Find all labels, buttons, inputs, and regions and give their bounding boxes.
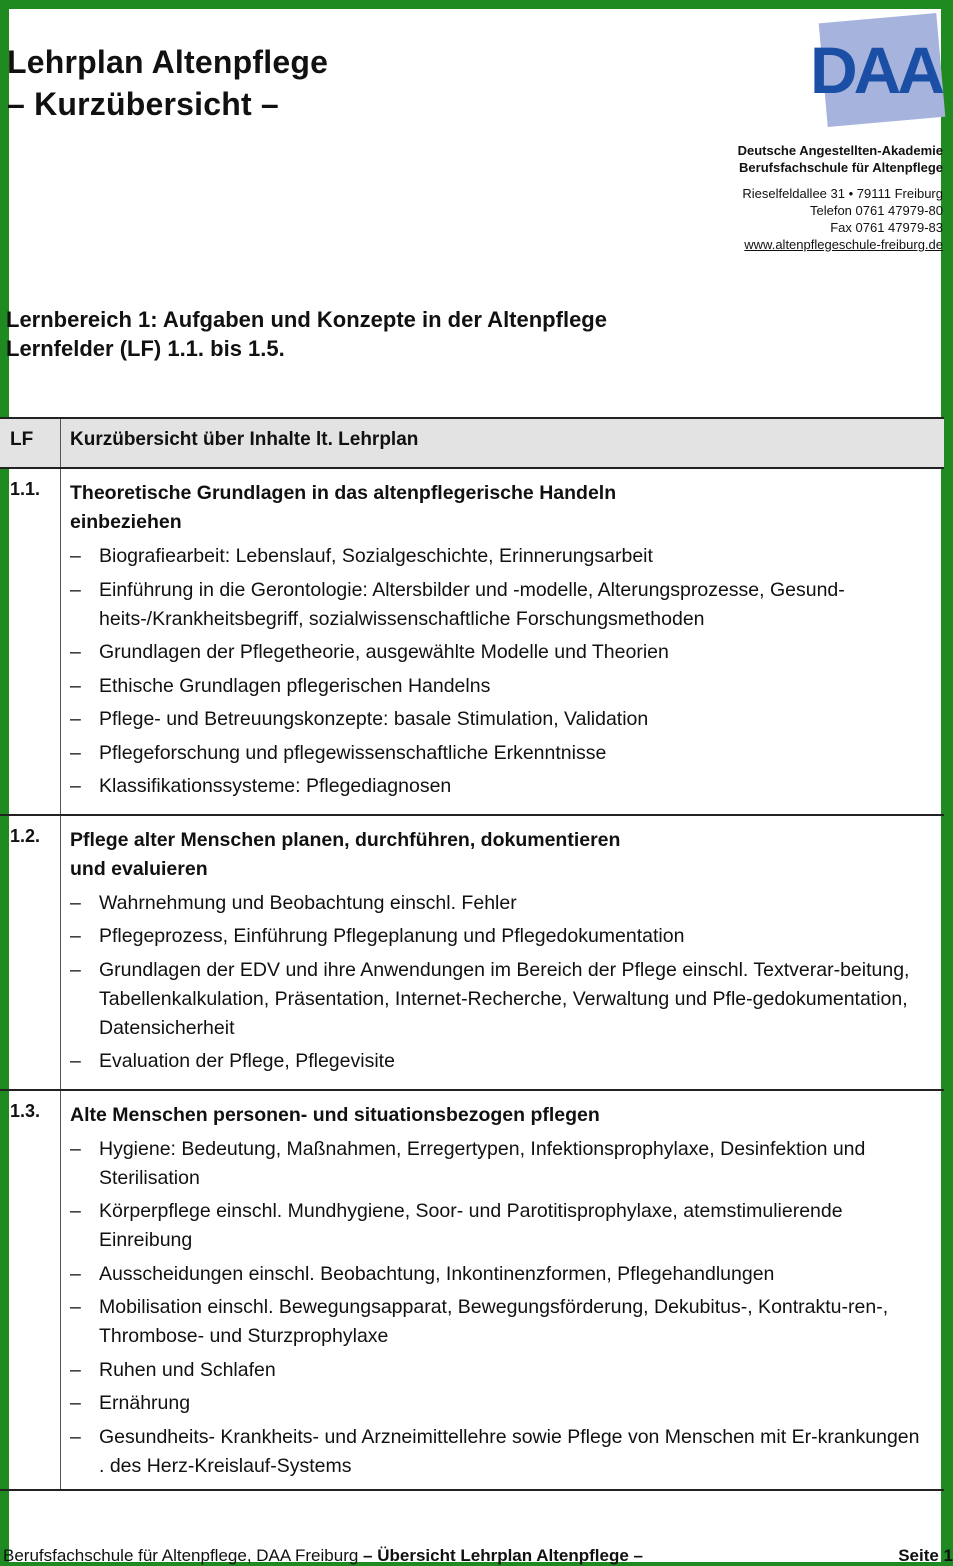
document-page xyxy=(3,9,953,1565)
section-subtitle: Lernfelder (LF) 1.1. bis 1.5. xyxy=(6,336,285,361)
sub-item: . des Herz-Kreislauf-Systems xyxy=(99,1455,352,1477)
item-text: Pflegeprozess, Einführung Pflegeplanung und Pflegedokumentation xyxy=(99,925,685,947)
list-item: – Einführung in die Gerontologie: Altersbilder und -modelle, Alterungsprozesse, Gesund-heits-/Krankheitsbegriff, sozialwissenschaftliche Forschungsmethoden xyxy=(70,578,845,630)
row-title-line: Pflege alter Menschen planen, durchführen, dokumentieren xyxy=(70,828,621,851)
section-title: Lernbereich 1: Aufgaben und Konzepte in der Altenpflege xyxy=(6,307,607,332)
org-name: Deutsche Angestellten-Akademie xyxy=(737,143,943,158)
row-content xyxy=(61,468,945,815)
row-title xyxy=(70,826,934,884)
list-item: – Hygiene: Bedeutung, Maßnahmen, Erregertypen, Infektionsprophylaxe, Desinfektion und Sterilisation xyxy=(70,1137,866,1189)
row-title-line: Alte Menschen personen- und situationsbezogen pflegen xyxy=(70,1103,600,1126)
list-item: – Evaluation der Pflege, Pflegevisite xyxy=(70,1050,395,1072)
org-block xyxy=(738,142,943,253)
list-item: – Wahrnehmung und Beobachtung einschl. Fehler xyxy=(70,891,517,914)
list-item: – Körperpflege einschl. Mundhygiene, Soor- und Parotitisprophylaxe, atemstimulierende Einreibung xyxy=(70,1200,843,1251)
row-title-line: einbeziehen xyxy=(70,511,182,533)
item-text: Einführung in die Gerontologie: Altersbilder und -modelle, Alterungsprozesse, Gesund-heits-/Krankheitsbegriff, sozialwissenschaftliche Forschungsmethoden xyxy=(99,578,845,630)
item-list xyxy=(70,889,934,1077)
item-text: Ernährung xyxy=(99,1392,191,1414)
header-content: Kurzübersicht über Inhalte lt. Lehrplan xyxy=(61,418,945,468)
list-item: – Mobilisation einschl. Bewegungsapparat, Bewegungsförderung, Dekubitus-, Kontraktu-ren-, Thrombose- und Sturzprophylaxe xyxy=(70,1296,889,1347)
header-lf: LF xyxy=(0,418,61,468)
table-row xyxy=(0,815,944,1090)
list-item: – Pflegeforschung und pflegewissenschaftliche Erkenntnisse xyxy=(70,741,607,764)
org-website-link[interactable]: www.altenpflegeschule-freiburg.de xyxy=(744,237,943,252)
list-item: – Biografiearbeit: Lebenslauf, Sozialgeschichte, Erinnerungsarbeit xyxy=(70,545,653,567)
item-text: Klassifikationssysteme: Pflegediagnosen xyxy=(99,775,452,797)
table-header-row xyxy=(0,418,944,468)
item-text: Hygiene: Bedeutung, Maßnahmen, Erregertypen, Infektionsprophylaxe, Desinfektion und Sterilisation xyxy=(99,1137,866,1189)
item-text: Ethische Grundlagen pflegerischen Handelns xyxy=(99,674,491,697)
list-item: – Grundlagen der EDV und ihre Anwendungen im Bereich der Pflege einschl. Textverar-beitung, Tabellenkalkulation, Präsentation, Internet-Recherche, Verwaltung und Pfle-gedokumentation, Datensicherheit xyxy=(70,958,910,1039)
org-address: Rieselfeldallee 31 • 79111 Freiburg xyxy=(742,186,943,201)
org-fax: Fax 0761 47979-83 xyxy=(830,220,943,235)
curriculum-table xyxy=(0,417,944,1491)
item-list xyxy=(70,542,934,801)
footer-title: – Übersicht Lehrplan Altenpflege – xyxy=(363,1546,643,1565)
list-item: – Ernährung xyxy=(70,1392,191,1414)
item-text: Gesundheits- Krankheits- und Arzneimittellehre sowie Pflege von Menschen mit Er-krankungen xyxy=(99,1425,920,1448)
item-list xyxy=(70,1135,934,1452)
title-line-1: Lehrplan Altenpflege xyxy=(7,44,329,80)
section-heading xyxy=(6,305,607,363)
list-item: – Ethische Grundlagen pflegerischen Handelns xyxy=(70,674,491,697)
list-item: – Pflegeprozess, Einführung Pflegeplanung und Pflegedokumentation xyxy=(70,925,685,947)
page-number: Seite 1 xyxy=(898,1546,953,1565)
row-lf: 1.1. xyxy=(0,468,61,815)
item-text: Körperpflege einschl. Mundhygiene, Soor- und Parotitisprophylaxe, atemstimulierende Einreibung xyxy=(99,1200,843,1251)
item-text: Grundlagen der Pflegetheorie, ausgewählte Modelle und Theorien xyxy=(99,641,669,663)
row-title-line: und evaluieren xyxy=(70,857,208,880)
item-text: Ausscheidungen einschl. Beobachtung, Inkontinenzformen, Pflegehandlungen xyxy=(99,1262,775,1285)
daa-logo xyxy=(809,12,949,122)
list-item: – Gesundheits- Krankheits- und Arzneimittellehre sowie Pflege von Menschen mit Er-krankungen xyxy=(70,1425,920,1448)
list-item: – Ausscheidungen einschl. Beobachtung, Inkontinenzformen, Pflegehandlungen xyxy=(70,1262,775,1285)
row-lf: 1.2. xyxy=(0,815,61,1090)
item-text: Pflegeforschung und pflegewissenschaftliche Erkenntnisse xyxy=(99,741,607,764)
list-item: – Grundlagen der Pflegetheorie, ausgewählte Modelle und Theorien xyxy=(70,641,669,663)
item-text: Biografiearbeit: Lebenslauf, Sozialgeschichte, Erinnerungsarbeit xyxy=(99,545,653,567)
document-title xyxy=(7,41,328,125)
item-text: Grundlagen der EDV und ihre Anwendungen im Bereich der Pflege einschl. Textverar-beitung, Tabellenkalkulation, Präsentation, Internet-Recherche, Verwaltung und Pfle-gedokumentation, Datensicherheit xyxy=(99,958,910,1039)
row-title xyxy=(70,479,934,537)
list-item: – Pflege- und Betreuungskonzepte: basale Stimulation, Validation xyxy=(70,708,649,730)
row-title-line: Theoretische Grundlagen in das altenpflegerische Handeln xyxy=(70,482,617,504)
list-item: – Klassifikationssysteme: Pflegediagnosen xyxy=(70,775,452,797)
org-phone: Telefon 0761 47979-80 xyxy=(809,203,943,218)
item-text: Ruhen und Schlafen xyxy=(99,1358,276,1381)
page-footer xyxy=(3,1546,953,1566)
row-title xyxy=(70,1101,934,1130)
title-line-2: – Kurzübersicht – xyxy=(7,86,279,122)
item-text: Wahrnehmung und Beobachtung einschl. Fehler xyxy=(99,891,517,914)
table-row xyxy=(0,1090,944,1491)
list-item: – Ruhen und Schlafen xyxy=(70,1358,276,1381)
footer-left: Berufsfachschule für Altenpflege, DAA Freiburg xyxy=(3,1546,359,1565)
org-school: Berufsfachschule für Altenpflege xyxy=(739,160,943,175)
logo-text: DAA xyxy=(810,33,941,107)
row-content xyxy=(61,1090,945,1491)
row-content xyxy=(61,815,945,1090)
item-text: Mobilisation einschl. Bewegungsapparat, Bewegungsförderung, Dekubitus-, Kontraktu-ren-, Thrombose- und Sturzprophylaxe xyxy=(99,1296,889,1347)
row-lf: 1.3. xyxy=(0,1090,61,1491)
table-row xyxy=(0,468,944,815)
item-text: Pflege- und Betreuungskonzepte: basale Stimulation, Validation xyxy=(99,708,649,730)
item-text: Evaluation der Pflege, Pflegevisite xyxy=(99,1050,395,1072)
